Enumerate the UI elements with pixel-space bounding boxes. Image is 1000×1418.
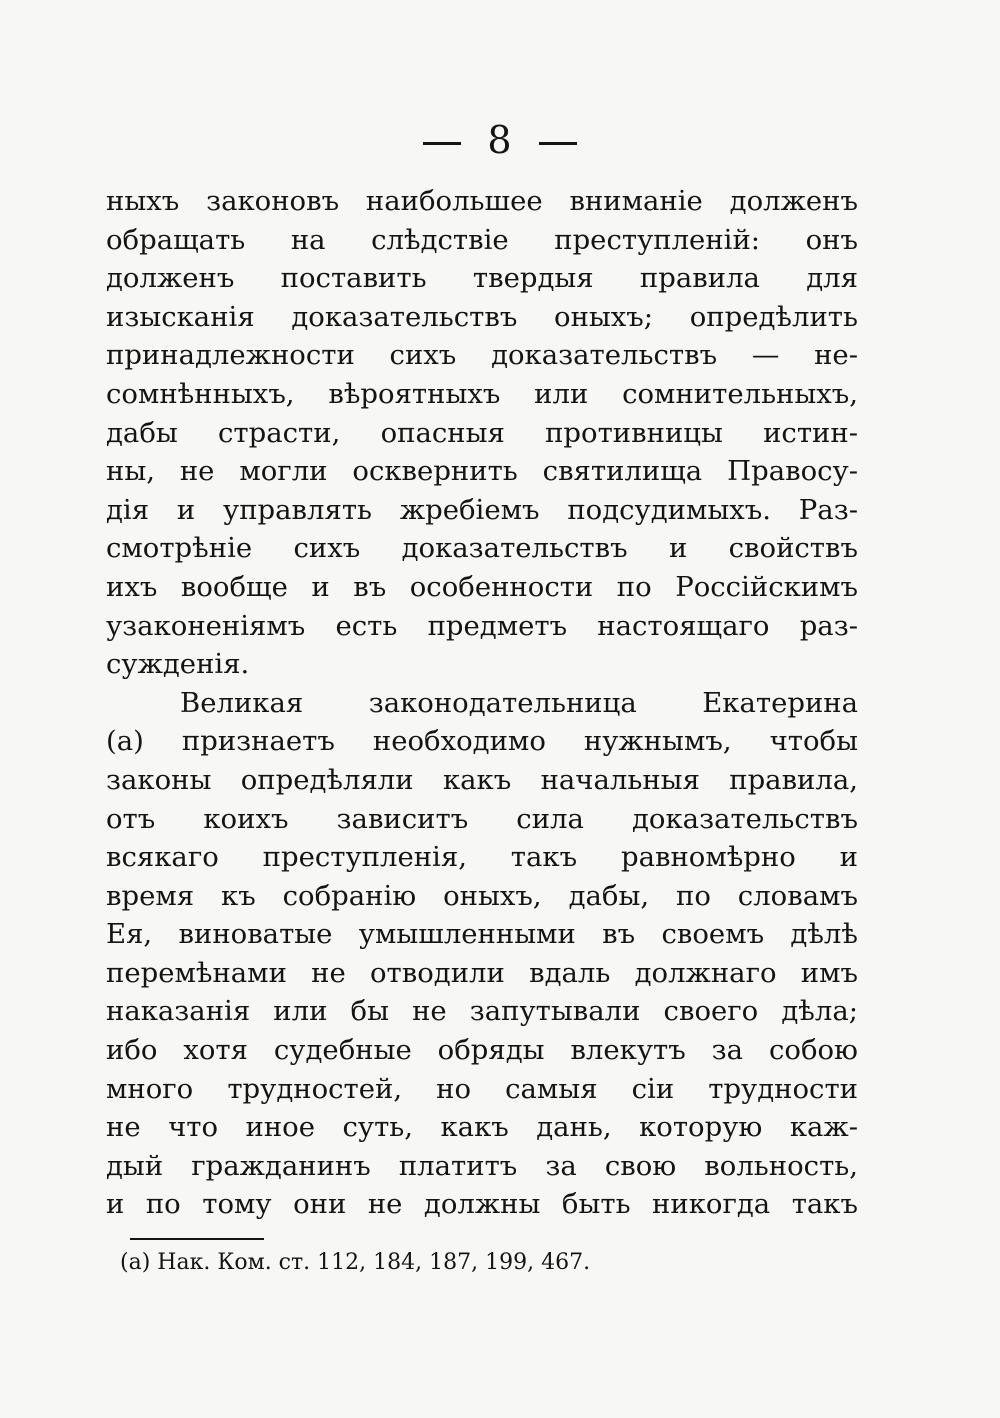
page-number: 8 xyxy=(487,118,513,162)
text-line: смотрѣніе сихъ доказательствъ и свойствъ xyxy=(106,532,858,565)
left-dash xyxy=(423,142,461,145)
text-line: узаконеніямъ есть предметъ настоящаго раз- xyxy=(106,609,858,642)
text-line: ихъ вообще и въ особенности по Россійскимъ xyxy=(106,570,858,603)
text-line: долженъ поставить твердыя правила для xyxy=(106,262,858,295)
text-line: не что иное суть, какъ дань, которую каж- xyxy=(106,1111,858,1144)
page-number-header xyxy=(0,118,1000,162)
text-line: много трудностей, но самыя сіи трудности xyxy=(106,1072,858,1105)
text-line: дабы страсти, опасныя противницы истин- xyxy=(106,416,858,449)
text-line: Ея, виноватые умышленными въ своемъ дѣлѣ xyxy=(106,918,858,951)
text-line: перемѣнами не отводили вдаль должнаго имъ xyxy=(106,956,858,989)
text-line: дый гражданинъ платитъ за свою вольность, xyxy=(106,1149,858,1182)
body-text xyxy=(106,182,858,1224)
text-line: ибо хотя судебные обряды влекутъ за собою xyxy=(106,1034,858,1067)
text-line: всякаго преступленія, такъ равномѣрно и xyxy=(106,841,858,874)
text-line: законы опредѣляли какъ начальныя правила, xyxy=(106,763,858,796)
text-line: ныхъ законовъ наибольшее вниманіе долженъ xyxy=(106,185,858,217)
text-line: время къ собранію оныхъ, дабы, по словамъ xyxy=(106,879,858,912)
text-line: ны, не могли осквернить святилища Правосу- xyxy=(106,455,858,488)
footnote: (а) Нак. Ком. ст. 112, 184, 187, 199, 467. xyxy=(120,1250,591,1275)
text-line: сужденія. xyxy=(106,648,250,681)
text-line: изысканія доказательствъ оныхъ; опредѣлить xyxy=(106,300,858,333)
text-line: сомнѣнныхъ, вѣроятныхъ или сомнительныхъ, xyxy=(106,377,858,410)
footnote-rule xyxy=(130,1238,264,1240)
right-dash xyxy=(539,142,577,145)
text-line: (а) признаетъ необходимо нужнымъ, чтобы xyxy=(106,725,858,758)
text-line: дія и управлять жребіемъ подсудимыхъ. Раз- xyxy=(106,493,858,526)
text-line: обращать на слѣдствіе преступленій: онъ xyxy=(106,223,858,256)
text-line: и по тому они не должны быть никогда такъ xyxy=(106,1188,858,1221)
text-line: отъ коихъ зависитъ сила доказательствъ xyxy=(106,802,858,835)
text-line: принадлежности сихъ доказательствъ — не- xyxy=(106,339,858,372)
text-line: Великая законодательница Екатерина xyxy=(180,686,858,719)
text-line: наказанія или бы не запутывали своего дѣла; xyxy=(106,995,858,1028)
